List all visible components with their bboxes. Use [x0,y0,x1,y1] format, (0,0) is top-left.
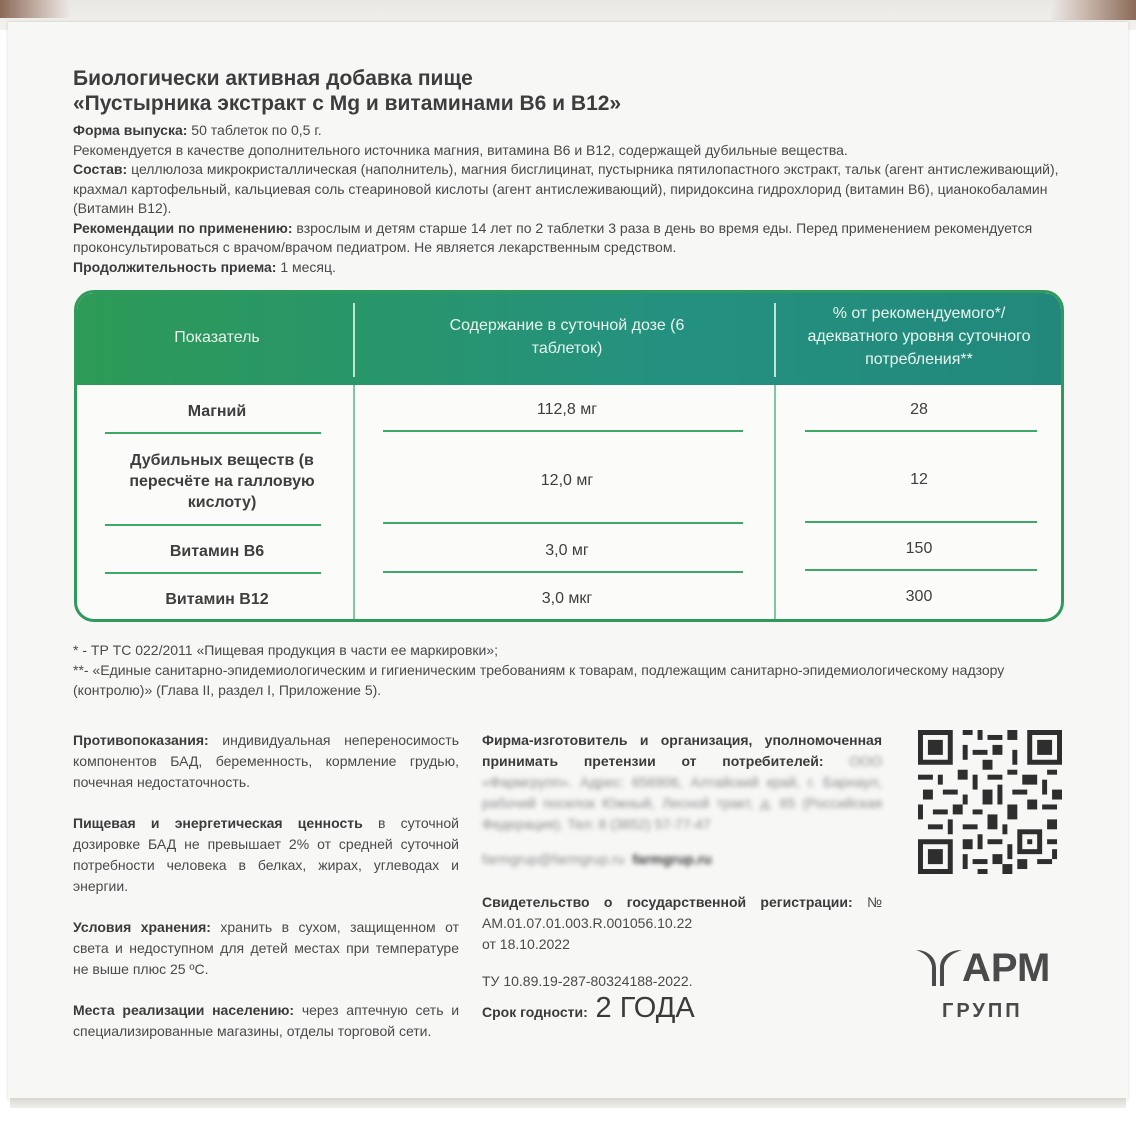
box-bottom-edge [10,1098,1126,1108]
leaf-logo-icon [912,946,966,990]
footnotes [73,640,1073,700]
row-percent: 28 [910,401,928,418]
intake-duration: Продолжительность приема: 1 месяц. [73,258,336,275]
row-percent: 12 [910,471,928,488]
nutrition-value: Пищевая и энергетическая ценность в суточной дозировке БАД не превышает 2% от средней суточной потребности человека в белках, жирах, углеводах и энергии. [73,815,459,894]
row-divider [805,521,1037,523]
row-amount: 112,8 мг [536,401,598,418]
storage-conditions: Условия хранения: хранить в сухом, защищенном от света и недоступном для детей местах при температуре не выше плюс 25 ºС. [73,919,459,977]
row-percent: 150 [905,540,933,557]
row-divider [805,430,1037,432]
brand-logo [912,944,1062,1024]
box-flap-left [0,0,70,18]
row-amount: 3,0 мкг [541,590,593,607]
row-percent: 300 [905,588,933,605]
row-divider [383,522,743,524]
website-text: farmgrup.ru [632,851,712,867]
shelf-life-value: 2 ГОДА [595,992,695,1024]
row-name-b12: Витамин В12 [165,591,269,608]
shelf-life: Срок годности: 2 ГОДА [482,992,695,1024]
logo-word: АРМ [962,946,1051,990]
row-name-tannins: Дубильных веществ (в пересчёте на галловую кислоту) [129,452,315,511]
release-form: Форма выпуска: 50 таблеток по 0,5 г. [73,122,322,138]
footnote-2: **- «Единые санитарно-эпидемиологическим и гигиеническим требованиям к товарам, подлежащим санитарно-эпидемиологическому надзору (контролю)» (Глава II, раздел I, Приложение 5). [73,662,1005,698]
row-amount: 3,0 мг [545,542,589,559]
header-percent: % от рекомендуемого*/ адекватного уровня суточного потребления** [807,305,1031,368]
composition: Состав: целлюлоза микрокристаллическая (наполнитель), магния бисглицинат, пустырника пятилопастного экстракт, тальк (агент антислеживающий), крахмал картофельный, кальциевая соль стеариновой кислоты (агент антислеживающий), пиридоксина гидрохлорид (витамин B6), цианокобаламин (Витамин В12). [73,161,1059,216]
column-divider [774,385,776,622]
nutrient-table [74,290,1064,622]
registration-date: от 18.10.2022 [482,936,570,952]
tech-spec: ТУ 10.89.19-287-80324188-2022. [482,973,693,989]
product-title-line2: «Пустырника экстракт с Mg и витаминами B6 и B12» [73,92,622,115]
header-divider [774,303,776,377]
contraindications: Противопоказания: индивидуальная непереносимость компонентов БАД, беременность, кормление грудью, почечная недостаточность. [73,732,459,790]
column-divider [353,385,355,622]
header-indicator: Показатель [174,329,260,346]
registration-certificate: Свидетельство о государственной регистрации: № AM.01.07.01.003.R.001056.10.22 [482,894,882,931]
row-divider [105,432,321,434]
footnote-1: * - ТР ТС 022/2011 «Пищевая продукция в части ее маркировки»; [73,642,499,658]
qr-code-icon [918,730,1062,874]
product-info [73,121,1083,277]
row-divider [105,524,321,526]
product-title-line1: Биологически активная добавка пище [73,67,473,90]
row-divider [383,571,743,573]
header-amount: Содержание в суточной дозе (6 таблеток) [449,317,685,357]
row-name-magnesium: Магний [187,403,247,420]
recommendation: Рекомендуется в качестве дополнительного источника магния, витамина В6 и В12, содержащей дубильные вещества. [73,141,848,158]
row-name-b6: Витамин В6 [169,543,265,560]
product-title [73,66,621,116]
sales-places: Места реализации населению: через аптечную сеть и специализированные магазины, отделы торговой сети. [73,1002,460,1039]
row-divider [383,430,743,432]
manufacturer: Фирма-изготовитель и организация, уполномоченная принимать претензии от потребителей: ООО «Фармгрупп». Адрес: 656906, Алтайский край, г. Барнаул, рабочий поселок Южный, Лесной тракт, д. 65 (Российская Федерация). Тел: 8 (3852) 57-77-47 [482,732,882,832]
left-column [73,730,459,1042]
logo-sub: ГРУПП [942,1000,1023,1022]
box-flap-right [1051,0,1136,20]
usage-recommendations: Рекомендации по применению: взрослым и детям старше 14 лет по 2 таблетки 3 раза в день во время еды. Перед применением рекомендуется проконсультироваться с врачом/врачом педиатром. Не является лекарственным средством. [73,219,1033,255]
row-divider [805,569,1037,571]
header-divider [353,303,355,377]
right-column [482,730,882,1023]
table-header [77,293,1061,385]
row-amount: 12,0 мг [540,472,594,489]
email-text: farmgrup@farmgrup.ru [482,851,625,867]
row-divider [105,572,321,574]
contacts [482,849,882,870]
